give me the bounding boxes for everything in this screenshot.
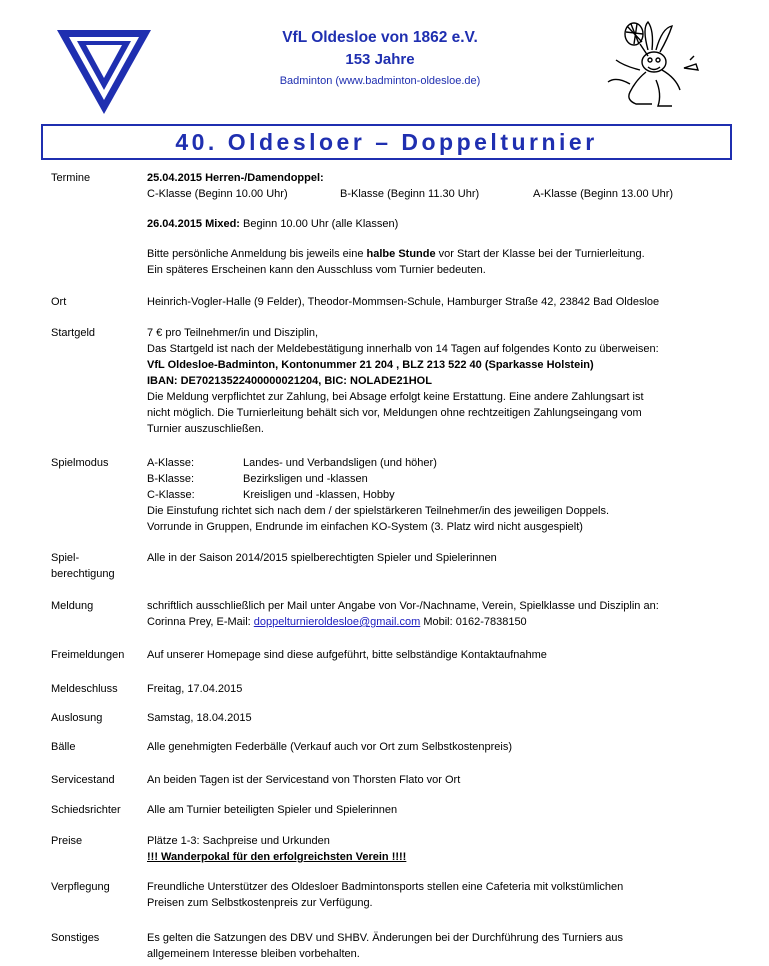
vfl-triangle-logo-icon (55, 26, 153, 116)
content-servicestand: An beiden Tagen ist der Servicestand von Thorsten Flato vor Ort (147, 774, 461, 786)
spielmodus-a (147, 455, 747, 471)
spielmodus-line-4: Die Einstufung richtet sich nach dem / der spielstärkeren Teilnehmer/in des jeweiligen Doppels. (147, 505, 610, 517)
spielmodus-b (147, 471, 747, 487)
label-verpflegung: Verpflegung (51, 881, 110, 893)
preise-wanderpokal: !!! Wanderpokal für den erfolgreichsten Verein !!!! (147, 851, 407, 863)
content-sonstiges (147, 930, 747, 962)
spielmodus-a-desc: Landes- und Verbandsligen (und höher) (243, 457, 437, 469)
startgeld-line-7: Turnier auszuschließen. (147, 423, 264, 435)
termine-day2 (147, 216, 747, 232)
meldung-mobile: Mobil: 0162-7838150 (420, 616, 527, 628)
spielmodus-a-name: A-Klasse: (147, 457, 195, 469)
label-berechtigung (51, 550, 141, 582)
startgeld-line-1: 7 € pro Teilnehmer/in und Disziplin, (147, 327, 318, 339)
termine-note (147, 246, 747, 262)
spielmodus-line-5: Vorrunde in Gruppen, Endrunde im einfachen KO-System (3. Platz wird nicht ausgespielt) (147, 521, 583, 533)
email-link[interactable]: doppelturnieroldesloe@gmail.com (253, 616, 421, 628)
content-meldeschluss: Freitag, 17.04.2015 (147, 683, 243, 695)
content-auslosung: Samstag, 18.04.2015 (147, 712, 252, 724)
termine-note-bold: halbe Stunde (366, 248, 436, 260)
termine-classes (147, 186, 747, 202)
content-schiedsrichter: Alle am Turnier beteiligten Spieler und Spielerinnen (147, 804, 398, 816)
termine-c-klasse: C-Klasse (Beginn 10.00 Uhr) (147, 188, 288, 200)
content-startgeld (147, 325, 747, 437)
page-title: 40. Oldesloer – Doppelturnier (41, 124, 732, 160)
rabbit-badminton-mascot-icon (596, 20, 706, 110)
letterhead (0, 0, 769, 118)
content-preise (147, 833, 747, 865)
startgeld-line-6: nicht möglich. Die Turnierleitung behält sich vor, Meldungen ohne rechtzeitigen Zahlungseingang vom (147, 407, 642, 419)
club-years: 153 Jahre (345, 51, 415, 68)
sonstiges-line-2: allgemeinem Interesse bleiben vorbehalten. (147, 948, 360, 960)
spielmodus-c (147, 487, 747, 503)
content-berechtigung: Alle in der Saison 2014/2015 spielberechtigten Spieler und Spielerinnen (147, 552, 497, 564)
termine-a-klasse: A-Klasse (Beginn 13.00 Uhr) (533, 188, 674, 200)
label-meldung: Meldung (51, 600, 94, 612)
content-ort: Heinrich-Vogler-Halle (9 Felder), Theodor-Mommsen-Schule, Hamburger Straße 42, 23842 Bad Oldesloe (147, 296, 660, 308)
termine-note-pre: Bitte persönliche Anmeldung bis jeweils eine (147, 248, 367, 260)
label-servicestand: Servicestand (51, 774, 115, 786)
preise-line-1: Plätze 1-3: Sachpreise und Urkunden (147, 835, 330, 847)
termine-note2: Ein späteres Erscheinen kann den Ausschluss vom Turnier bedeuten. (147, 264, 486, 276)
spielmodus-b-name: B-Klasse: (147, 473, 195, 485)
label-berechtigung-2: berechtigung (51, 568, 115, 580)
termine-day2-date: 26.04.2015 Mixed: (147, 218, 240, 230)
label-spielmodus: Spielmodus (51, 457, 109, 469)
label-freimeldungen: Freimeldungen (51, 649, 125, 661)
label-preise: Preise (51, 835, 83, 847)
club-info (200, 27, 560, 91)
verpflegung-line-1: Freundliche Unterstützer des Oldesloer Badmintonsports stellen eine Cafeteria mit volkstümlichen (147, 881, 624, 893)
label-schiedsrichter: Schiedsrichter (51, 804, 121, 816)
label-sonstiges: Sonstiges (51, 932, 100, 944)
label-meldeschluss: Meldeschluss (51, 683, 118, 695)
meldung-line-2 (147, 614, 747, 630)
content-verpflegung (147, 879, 747, 911)
label-baelle: Bälle (51, 741, 76, 753)
meldung-line-1: schriftlich ausschließlich per Mail unter Angabe von Vor-/Nachname, Verein, Spielklasse und Disziplin an: (147, 600, 659, 612)
content-spielmodus (147, 455, 747, 535)
label-ort: Ort (51, 296, 67, 308)
termine-b-klasse: B-Klasse (Beginn 11.30 Uhr) (340, 188, 480, 200)
content-baelle: Alle genehmigten Federbälle (Verkauf auch vor Ort zum Selbstkostenpreis) (147, 741, 513, 753)
content-meldung (147, 598, 747, 630)
content-termine (147, 170, 747, 278)
meldung-contact: Corinna Prey, E-Mail: (147, 616, 254, 628)
label-berechtigung-1: Spiel- (51, 552, 80, 564)
startgeld-line-3: VfL Oldesloe-Badminton, Kontonummer 21 204 , BLZ 213 522 40 (Sparkasse Holstein) (147, 359, 594, 371)
termine-day1: 25.04.2015 Herren-/Damendoppel: (147, 172, 324, 184)
startgeld-line-4: IBAN: DE70213522400000021204, BIC: NOLADE21HOL (147, 375, 432, 387)
spielmodus-c-name: C-Klasse: (147, 489, 195, 501)
termine-note-post: vor Start der Klasse bei der Turnierleitung. (435, 248, 645, 260)
startgeld-line-2: Das Startgeld ist nach der Meldebestätigung innerhalb von 14 Tagen auf folgendes Konto zu überweisen: (147, 343, 659, 355)
sonstiges-line-1: Es gelten die Satzungen des DBV und SHBV. Änderungen bei der Durchführung des Turniers aus (147, 932, 623, 944)
label-auslosung: Auslosung (51, 712, 103, 724)
spielmodus-c-desc: Kreisligen und -klassen, Hobby (243, 489, 395, 501)
spielmodus-b-desc: Bezirksligen und -klassen (243, 473, 368, 485)
content-freimeldungen: Auf unserer Homepage sind diese aufgeführt, bitte selbständige Kontaktaufnahme (147, 649, 547, 661)
startgeld-line-5: Die Meldung verpflichtet zur Zahlung, bei Absage erfolgt keine Erstattung. Eine andere Zahlungsart ist (147, 391, 644, 403)
termine-day2-rest: Beginn 10.00 Uhr (alle Klassen) (239, 218, 399, 230)
label-startgeld: Startgeld (51, 327, 96, 339)
club-name: VfL Oldesloe von 1862 e.V. (282, 29, 478, 46)
club-subtitle: Badminton (www.badminton-oldesloe.de) (279, 75, 481, 87)
label-termine: Termine (51, 172, 91, 184)
verpflegung-line-2: Preisen zum Selbstkostenpreis zur Verfügung. (147, 897, 373, 909)
